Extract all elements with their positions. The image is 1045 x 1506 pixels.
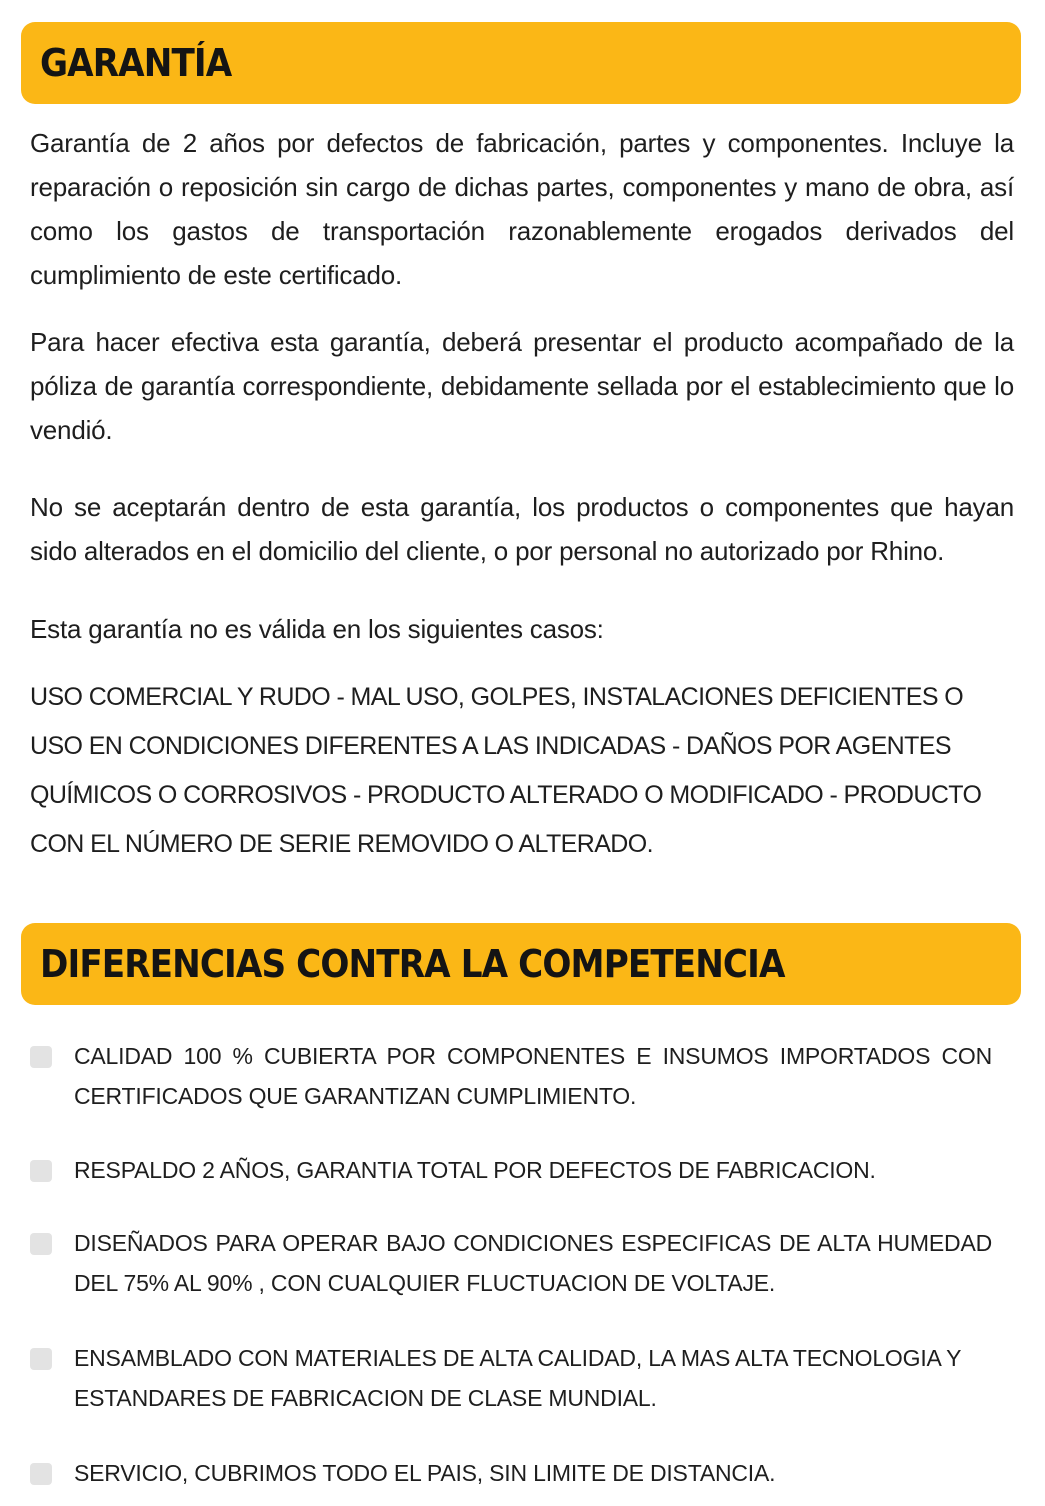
garantia-header bbox=[21, 22, 1021, 104]
garantia-title: GARANTÍA bbox=[40, 41, 232, 85]
checkbox-icon bbox=[30, 1348, 52, 1370]
checkbox-icon bbox=[30, 1233, 52, 1255]
list-item-text: RESPALDO 2 AÑOS, GARANTIA TOTAL POR DEFECTOS DE FABRICACION. bbox=[74, 1157, 876, 1183]
garantia-paragraph-invalid-cases: USO COMERCIAL Y RUDO - MAL USO, GOLPES, INSTALACIONES DEFICIENTES O USO EN CONDICIONES DIFERENTES A LAS INDICADAS - DAÑOS POR AGENTES QUÍMICOS O CORROSIVOS - PRODUCTO ALTERADO O MODIFICADO - PRODUCTO CON EL NÚMERO DE SERIE REMOVIDO O ALTERADO. bbox=[30, 683, 982, 858]
diferencias-title: DIFERENCIAS CONTRA LA COMPETENCIA bbox=[40, 942, 785, 986]
diferencias-header bbox=[21, 923, 1021, 1005]
checkbox-icon bbox=[30, 1046, 52, 1068]
list-item bbox=[30, 1338, 1014, 1418]
garantia-paragraph-claim: Para hacer efectiva esta garantía, deberá presentar el producto acompañado de la póliza de garantía correspondiente, debidamente sellada por el establecimiento que lo vendió. bbox=[30, 327, 1014, 445]
list-item-text: ENSAMBLADO CON MATERIALES DE ALTA CALIDAD, LA MAS ALTA TECNOLOGIA Y ESTANDARES DE FABRICACION DE CLASE MUNDIAL. bbox=[74, 1345, 961, 1411]
garantia-paragraph-invalid-intro: Esta garantía no es válida en los siguientes casos: bbox=[30, 614, 604, 644]
list-item bbox=[30, 1453, 1014, 1493]
checkbox-icon bbox=[30, 1160, 52, 1182]
list-item-text: DISEÑADOS PARA OPERAR BAJO CONDICIONES ESPECIFICAS DE ALTA HUMEDAD DEL 75% AL 90% , CON CUALQUIER FLUCTUACION DE VOLTAJE. bbox=[74, 1230, 992, 1296]
list-item bbox=[30, 1223, 1014, 1303]
list-item-text: SERVICIO, CUBRIMOS TODO EL PAIS, SIN LIMITE DE DISTANCIA. bbox=[74, 1460, 776, 1486]
checkbox-icon bbox=[30, 1463, 52, 1485]
garantia-paragraph-coverage: Garantía de 2 años por defectos de fabricación, partes y componentes. Incluye la reparación o reposición sin cargo de dichas partes, componentes y mano de obra, así como los gastos de transportación razonablemente erogados derivados del cumplimiento de este certificado. bbox=[30, 128, 1014, 290]
list-item-text: CALIDAD 100 % CUBIERTA POR COMPONENTES E INSUMOS IMPORTADOS CON CERTIFICADOS QUE GARANTIZAN CUMPLIMIENTO. bbox=[74, 1043, 992, 1109]
garantia-paragraph-exclusions: No se aceptarán dentro de esta garantía, los productos o componentes que hayan sido alterados en el domicilio del cliente, o por personal no autorizado por Rhino. bbox=[30, 492, 1014, 566]
list-item bbox=[30, 1150, 1014, 1190]
list-item bbox=[30, 1036, 1014, 1116]
